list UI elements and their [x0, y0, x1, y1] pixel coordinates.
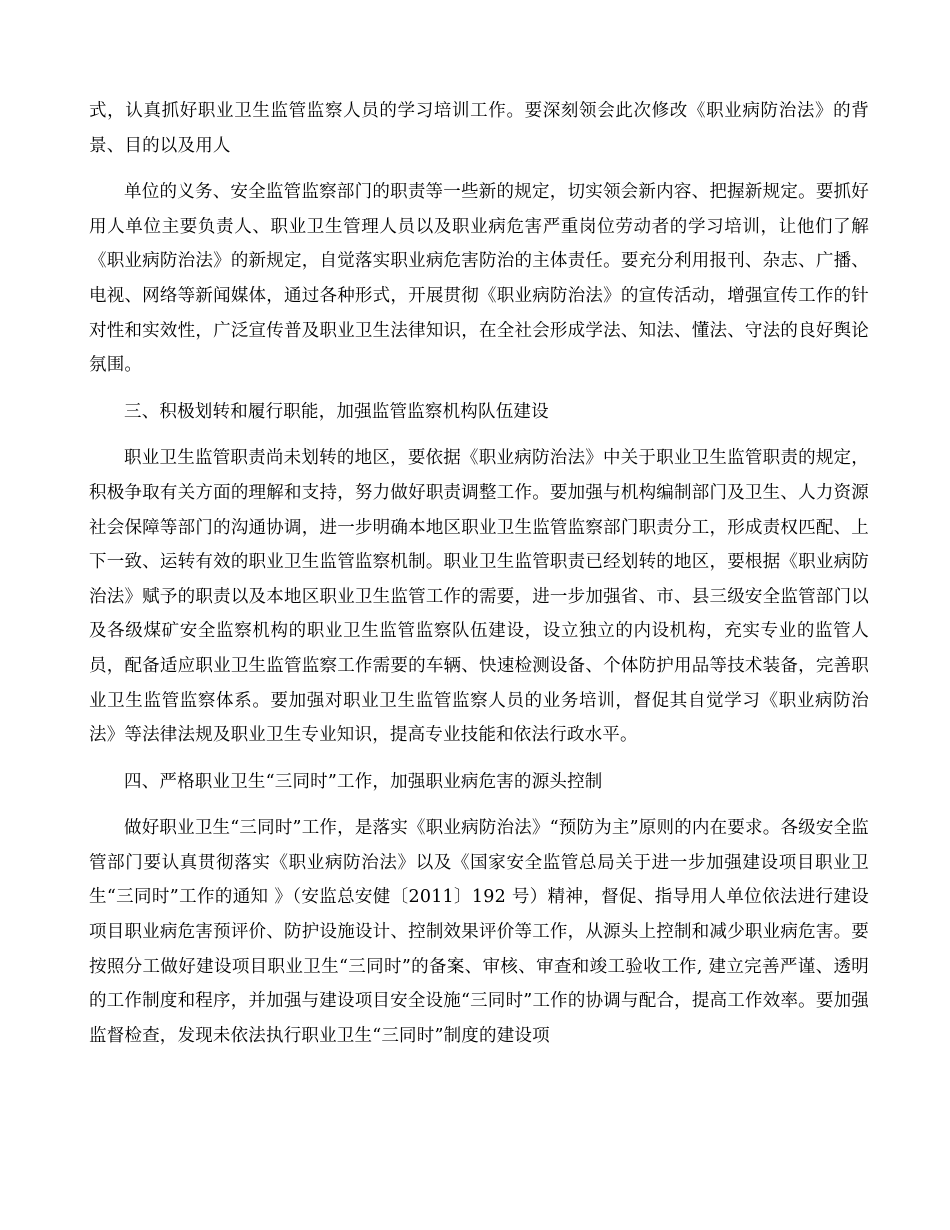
paragraph-publicity: 单位的义务、安全监管监察部门的职责等一些新的规定，切实领会新内容、把握新规定。要抓好用人单位主要负责人、职业卫生管理人员以及职业病危害严重岗位劳动者的学习培训，让他们了解《职业病防治法》的新规定，自觉落实职业病危害防治的主体责任。要充分利用报刊、杂志、广播、电视、网络等新闻媒体，通过各种形式，开展贯彻《职业病防治法》的宣传活动，增强宣传工作的针对性和实效性，广泛宣传普及职业卫生法律知识，在全社会形成学法、知法、懂法、守法的良好舆论氛围。	[89, 182, 869, 376]
paragraph-continued: 式，认真抓好职业卫生监管监察人员的学习培训工作。要深刻领会此次修改《职业病防治法》的背景、目的以及用人	[89, 101, 869, 156]
paragraph-three-simultaneous: 做好职业卫生“三同时”工作，是落实《职业病防治法》“预防为主”原则的内在要求。各级安全监管部门要认真贯彻落实《职业病防治法》以及《国家安全监管总局关于进一步加强建设项目职业卫生“三同时”工作的通知 》（安监总安健〔2011〕192 号）精神，督促、指导用人单位依法进行建设项目职业病危害预评价、防护设施设计、控制效果评价等工作，从源头上控制和减少职业病危害。要按照分工做好建设项目职业卫生“三同时”的备案、审核、审查和竣工验收工作, 建立完善严谨、透明的工作制度和程序，并加强与建设项目安全设施“三同时”工作的协调与配合，提高工作效率。要加强监督检查，发现未依法执行职业卫生“三同时”制度的建设项	[89, 818, 869, 1046]
section-heading-4: 四、严格职业卫生“三同时”工作，加强职业病危害的源头控制	[124, 771, 603, 792]
document-body	[89, 94, 869, 1065]
paragraph-agency-building: 职业卫生监管职责尚未划转的地区，要依据《职业病防治法》中关于职业卫生监管职责的规定，积极争取有关方面的理解和支持，努力做好职责调整工作。要加强与机构编制部门及卫生、人力资源社会保障等部门的沟通协调，进一步明确本地区职业卫生监管监察部门职责分工，形成责权匹配、上下一致、运转有效的职业卫生监管监察机制。职业卫生监管职责已经划转的地区，要根据《职业病防治法》赋予的职责以及本地区职业卫生监管工作的需要，进一步加强省、市、县三级安全监管部门以及各级煤矿安全监察机构的职业卫生监管监察队伍建设，设立独立的内设机构，充实专业的监管人员，配备适应职业卫生监管监察工作需要的车辆、快速检测设备、个体防护用品等技术装备，完善职业卫生监管监察体系。要加强对职业卫生监管监察人员的业务培训，督促其自觉学习《职业病防治法》等法律法规及职业卫生专业知识，提高专业技能和依法行政水平。	[89, 448, 869, 746]
section-heading-3: 三、积极划转和履行职能，加强监管监察机构队伍建设	[124, 401, 549, 422]
